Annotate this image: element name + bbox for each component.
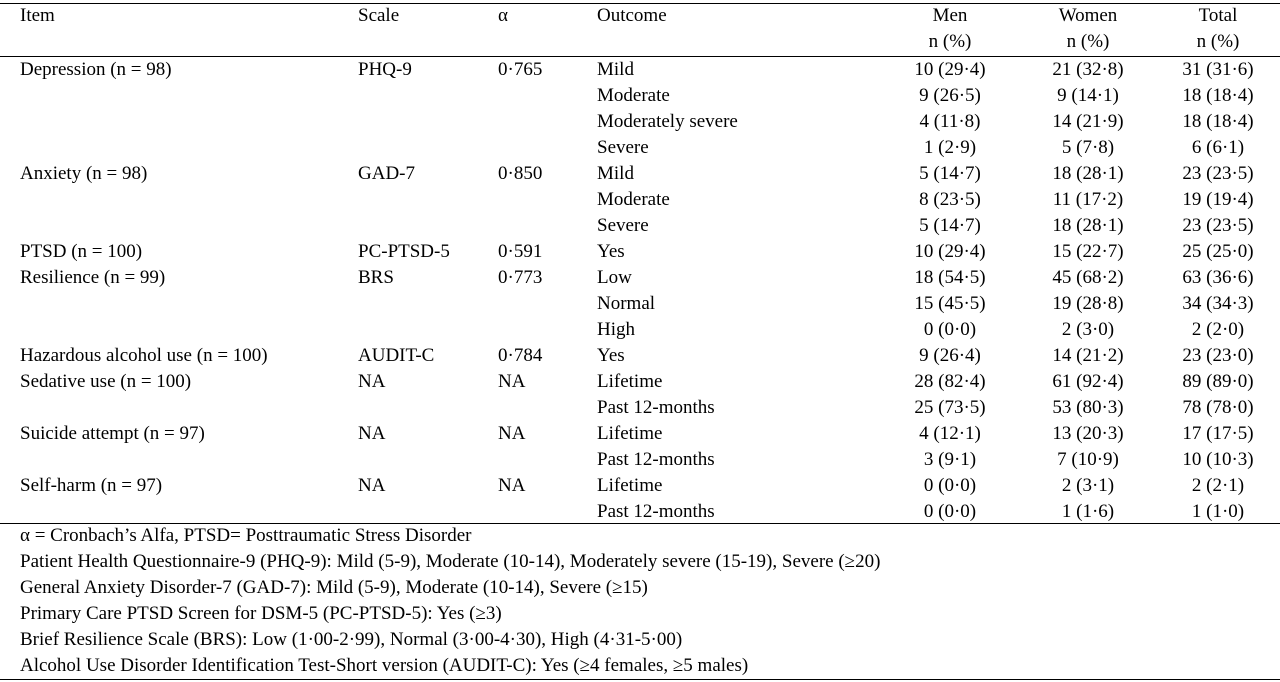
notes-bottom-rule bbox=[0, 679, 1280, 680]
cell-total: 10 (10·3) bbox=[1182, 449, 1254, 470]
cell-item: Anxiety (n = 98) bbox=[20, 163, 148, 184]
cell-outcome: Yes bbox=[597, 241, 625, 262]
cell-alpha: NA bbox=[498, 423, 526, 444]
cell-outcome: Yes bbox=[597, 345, 625, 366]
cell-men: 8 (23·5) bbox=[919, 189, 981, 210]
cell-item: Depression (n = 98) bbox=[20, 59, 172, 80]
cell-outcome: Lifetime bbox=[597, 371, 663, 392]
cell-item: Self-harm (n = 97) bbox=[20, 475, 163, 496]
cell-men: 4 (12·1) bbox=[919, 423, 981, 444]
footnote: α = Cronbach’s Alfa, PTSD= Posttraumatic Stress Disorder bbox=[20, 525, 472, 546]
footnote: Patient Health Questionnaire-9 (PHQ-9): Mild (5-9), Moderate (10-14), Moderately severe (15-19), Severe (≥20) bbox=[20, 551, 881, 572]
cell-outcome: Lifetime bbox=[597, 423, 663, 444]
cell-outcome: Past 12-months bbox=[597, 501, 715, 522]
cell-scale: NA bbox=[358, 423, 386, 444]
cell-women: 19 (28·8) bbox=[1052, 293, 1124, 314]
cell-item: Sedative use (n = 100) bbox=[20, 371, 192, 392]
cell-women: 15 (22·7) bbox=[1052, 241, 1124, 262]
cell-total: 19 (19·4) bbox=[1182, 189, 1254, 210]
cell-total: 25 (25·0) bbox=[1182, 241, 1254, 262]
footnote: Primary Care PTSD Screen for DSM-5 (PC-PTSD-5): Yes (≥3) bbox=[20, 603, 502, 624]
cell-outcome: Moderately severe bbox=[597, 111, 738, 132]
cell-men: 28 (82·4) bbox=[914, 371, 986, 392]
cell-women: 13 (20·3) bbox=[1052, 423, 1124, 444]
footnote: Alcohol Use Disorder Identification Test-Short version (AUDIT-C): Yes (≥4 females, ≥5 males) bbox=[20, 655, 749, 676]
cell-scale: PHQ-9 bbox=[358, 59, 412, 80]
cell-men: 9 (26·4) bbox=[919, 345, 981, 366]
cell-total: 6 (6·1) bbox=[1191, 137, 1245, 158]
header-scale: Scale bbox=[358, 5, 400, 26]
cell-alpha: 0·773 bbox=[498, 267, 543, 288]
cell-item: Resilience (n = 99) bbox=[20, 267, 166, 288]
cell-men: 1 (2·9) bbox=[923, 137, 977, 158]
cell-total: 2 (2·1) bbox=[1191, 475, 1245, 496]
cell-outcome: Lifetime bbox=[597, 475, 663, 496]
cell-alpha: 0·850 bbox=[498, 163, 543, 184]
cell-women: 45 (68·2) bbox=[1052, 267, 1124, 288]
cell-scale: NA bbox=[358, 371, 386, 392]
cell-alpha: 0·765 bbox=[498, 59, 543, 80]
cell-total: 34 (34·3) bbox=[1182, 293, 1254, 314]
cell-men: 10 (29·4) bbox=[914, 59, 986, 80]
cell-scale: NA bbox=[358, 475, 386, 496]
cell-total: 78 (78·0) bbox=[1182, 397, 1254, 418]
cell-outcome: Past 12-months bbox=[597, 397, 715, 418]
cell-women: 11 (17·2) bbox=[1052, 189, 1124, 210]
header-men-unit: n (%) bbox=[928, 31, 972, 52]
cell-item: Suicide attempt (n = 97) bbox=[20, 423, 205, 444]
header-item: Item bbox=[20, 5, 55, 26]
cell-alpha: 0·784 bbox=[498, 345, 543, 366]
footnote: Brief Resilience Scale (BRS): Low (1·00-2·99), Normal (3·00-4·30), High (4·31-5·00) bbox=[20, 629, 683, 650]
footnote: General Anxiety Disorder-7 (GAD-7): Mild (5-9), Moderate (10-14), Severe (≥15) bbox=[20, 577, 648, 598]
cell-outcome: Mild bbox=[597, 163, 634, 184]
cell-outcome: Severe bbox=[597, 137, 649, 158]
cell-total: 1 (1·0) bbox=[1191, 501, 1245, 522]
cell-scale: BRS bbox=[358, 267, 394, 288]
cell-scale: GAD-7 bbox=[358, 163, 415, 184]
cell-scale: AUDIT-C bbox=[358, 345, 435, 366]
cell-women: 5 (7·8) bbox=[1061, 137, 1115, 158]
cell-women: 9 (14·1) bbox=[1057, 85, 1119, 106]
cell-women: 21 (32·8) bbox=[1052, 59, 1124, 80]
cell-scale: PC-PTSD-5 bbox=[358, 241, 450, 262]
cell-women: 18 (28·1) bbox=[1052, 163, 1124, 184]
cell-outcome: Moderate bbox=[597, 189, 670, 210]
cell-total: 2 (2·0) bbox=[1191, 319, 1245, 340]
cell-outcome: Low bbox=[597, 267, 632, 288]
header-outcome: Outcome bbox=[597, 5, 667, 26]
cell-men: 5 (14·7) bbox=[919, 163, 981, 184]
cell-men: 0 (0·0) bbox=[923, 475, 977, 496]
cell-women: 14 (21·9) bbox=[1052, 111, 1124, 132]
cell-total: 23 (23·5) bbox=[1182, 215, 1254, 236]
cell-item: Hazardous alcohol use (n = 100) bbox=[20, 345, 268, 366]
cell-outcome: Mild bbox=[597, 59, 634, 80]
cell-men: 5 (14·7) bbox=[919, 215, 981, 236]
cell-women: 2 (3·1) bbox=[1061, 475, 1115, 496]
header-women: Women bbox=[1058, 5, 1118, 26]
cell-men: 4 (11·8) bbox=[919, 111, 981, 132]
cell-men: 15 (45·5) bbox=[914, 293, 986, 314]
cell-men: 10 (29·4) bbox=[914, 241, 986, 262]
cell-total: 31 (31·6) bbox=[1182, 59, 1254, 80]
cell-women: 53 (80·3) bbox=[1052, 397, 1124, 418]
header-rule bbox=[0, 56, 1280, 57]
cell-alpha: 0·591 bbox=[498, 241, 543, 262]
cell-men: 25 (73·5) bbox=[914, 397, 986, 418]
cell-alpha: NA bbox=[498, 371, 526, 392]
cell-total: 23 (23·0) bbox=[1182, 345, 1254, 366]
header-alpha: α bbox=[498, 5, 508, 26]
cell-outcome: Moderate bbox=[597, 85, 670, 106]
header-total: Total bbox=[1198, 5, 1238, 26]
cell-total: 23 (23·5) bbox=[1182, 163, 1254, 184]
cell-men: 0 (0·0) bbox=[923, 501, 977, 522]
cell-total: 18 (18·4) bbox=[1182, 111, 1254, 132]
cell-outcome: High bbox=[597, 319, 635, 340]
cell-men: 18 (54·5) bbox=[914, 267, 986, 288]
cell-men: 0 (0·0) bbox=[923, 319, 977, 340]
cell-women: 61 (92·4) bbox=[1052, 371, 1124, 392]
cell-alpha: NA bbox=[498, 475, 526, 496]
cell-men: 3 (9·1) bbox=[923, 449, 977, 470]
header-women-unit: n (%) bbox=[1066, 31, 1110, 52]
cell-women: 18 (28·1) bbox=[1052, 215, 1124, 236]
cell-women: 1 (1·6) bbox=[1061, 501, 1115, 522]
cell-outcome: Past 12-months bbox=[597, 449, 715, 470]
cell-women: 7 (10·9) bbox=[1057, 449, 1119, 470]
cell-women: 14 (21·2) bbox=[1052, 345, 1124, 366]
cell-outcome: Normal bbox=[597, 293, 656, 314]
cell-total: 18 (18·4) bbox=[1182, 85, 1254, 106]
cell-men: 9 (26·5) bbox=[919, 85, 981, 106]
header-total-unit: n (%) bbox=[1196, 31, 1240, 52]
cell-total: 63 (36·6) bbox=[1182, 267, 1254, 288]
cell-women: 2 (3·0) bbox=[1061, 319, 1115, 340]
cell-outcome: Severe bbox=[597, 215, 649, 236]
cell-total: 17 (17·5) bbox=[1182, 423, 1254, 444]
cell-total: 89 (89·0) bbox=[1182, 371, 1254, 392]
cell-item: PTSD (n = 100) bbox=[20, 241, 143, 262]
header-men: Men bbox=[932, 5, 968, 26]
